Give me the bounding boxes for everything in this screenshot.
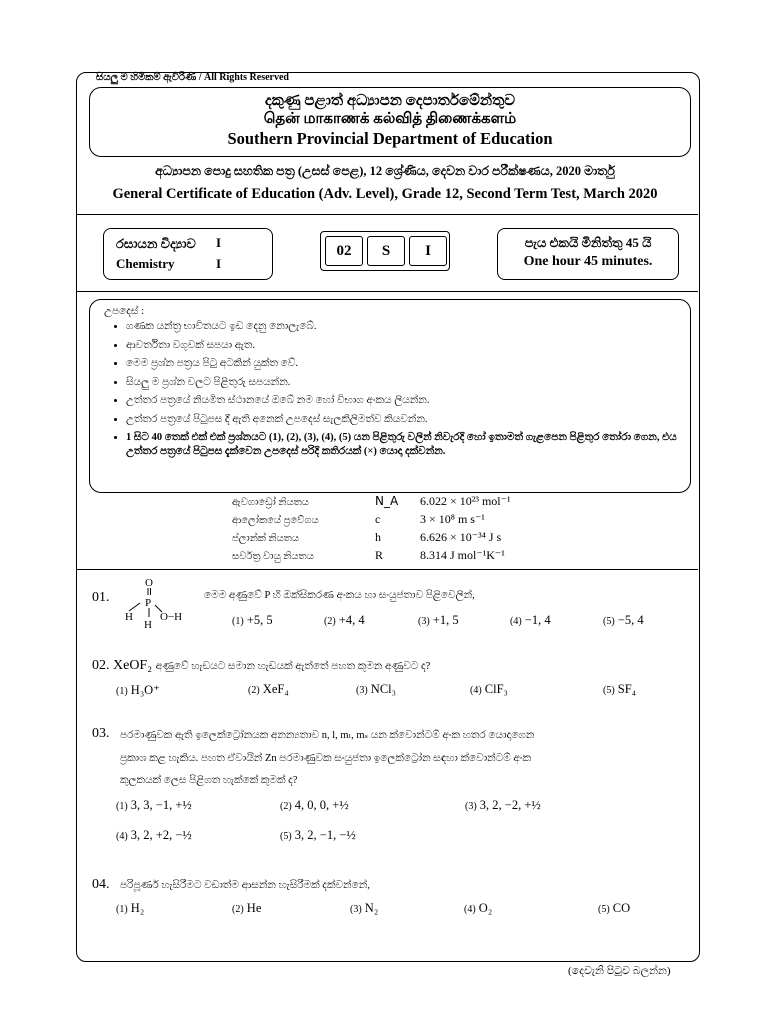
dept-name-en: Southern Provincial Department of Education	[227, 129, 553, 148]
molecule-structure	[122, 576, 194, 630]
option-label: (5)	[280, 831, 292, 842]
divider	[76, 214, 698, 215]
subject-box	[103, 228, 273, 280]
exam-title-en: General Certificate of Education (Adv. Level), Grade 12, Second Term Test, March 2020	[112, 186, 658, 202]
option	[280, 828, 356, 843]
constant-symbol: c	[375, 512, 381, 526]
option	[350, 901, 378, 916]
instruction-item: • ආවර්තිතා වගුවක් සපයා ඇත.	[126, 339, 690, 353]
instruction-item: • සියලු ම ප්‍රශ්න වලට පිළිතුරු සපයන්න.	[126, 376, 690, 390]
subject-part-en: I	[216, 256, 222, 271]
copyright-notice	[96, 72, 289, 83]
option-value: O₂	[478, 901, 493, 915]
option	[465, 798, 541, 813]
question-number: 03.	[92, 726, 110, 741]
option-value: 3, 2, −1, −½	[294, 828, 356, 842]
option-value: 3, 3, −1, +½	[130, 798, 192, 812]
option-label: (5)	[603, 685, 615, 696]
option	[324, 613, 365, 628]
instruction-item: • 1 සිට 40 තෙක් එක් එක් ප්‍රශ්නයට (1), (2), (3), (4), (5) යන පිළිතුරු වලින් නිවැරදි හෝ ඉතාමත් ගැළපෙන පිළිතුර තෝරා ගෙන, එය උත්තර පත්‍රයේ පිටුපස දැක්වෙන උපදෙස් පරිදි කතිරයක් (×) යොදා දක්වන්න.	[126, 431, 690, 459]
copyright-en: / All Rights Reserved	[198, 72, 289, 83]
code-box: S	[367, 236, 405, 266]
atom-h: H	[125, 611, 133, 623]
atom-o: O	[145, 577, 153, 589]
constant-value: 8.314 J mol⁻¹K⁻¹	[420, 548, 505, 562]
option-value: H₃O⁺	[130, 683, 160, 697]
option-value: N₂	[364, 901, 379, 915]
question-formula: XeOF₂	[113, 658, 153, 673]
option-value: −1, 4	[524, 613, 551, 627]
option	[116, 901, 144, 916]
option	[232, 901, 261, 916]
option	[598, 901, 630, 916]
instructions-box	[89, 299, 691, 493]
option-value: +5, 5	[246, 613, 273, 627]
constant-value: 6.626 × 10⁻³⁴ J s	[420, 530, 502, 544]
option	[280, 798, 349, 813]
option-value: 4, 0, 0, +½	[294, 798, 349, 812]
question-number: 04.	[92, 877, 110, 892]
subject-si: රසායන විද්‍යාව	[116, 236, 196, 251]
constant-symbol: h	[375, 530, 381, 544]
question-text: මෙම අණුවේ P හි ඔක්සිකරණ අංකය හා සංයුජතාව පිළිවෙලින්,	[204, 590, 475, 601]
option-label: (2)	[248, 685, 260, 696]
option	[418, 613, 459, 628]
option-label: (4)	[464, 904, 476, 915]
constant-name: ඇවගාඩ්‍රෝ නියතය	[232, 497, 309, 508]
hydroxyl: O−H	[160, 611, 183, 623]
option-label: (5)	[598, 904, 610, 915]
instruction-item: • උත්තර පත්‍රයේ නියමිත ස්ථානයේ ඔබේ නම හෝ විභාග අංකය ලියන්න.	[126, 394, 690, 408]
constant-row	[232, 548, 505, 563]
instructions-heading: උපදෙස් :	[104, 306, 145, 317]
constant-row	[232, 530, 501, 545]
exam-title-si: අධ්‍යාපන පොදු සහතික පත්‍ර (උසස් පෙළ), 12 ශ්‍රේණිය, දෙවන වාර පරීක්ෂණය, 2020 මාර්තු	[155, 164, 615, 178]
bond	[129, 603, 140, 611]
subject-en: Chemistry	[116, 256, 175, 271]
page-footer: (දෙවැනි පිටුව බලන්න)	[568, 965, 671, 977]
option-value: XeF₄	[262, 682, 289, 696]
constant-name: සර්වත්‍ර වායු නියතය	[232, 551, 314, 562]
option	[116, 682, 160, 698]
option-value: +1, 5	[432, 613, 459, 627]
department-header	[89, 87, 691, 157]
question-number: 01.	[92, 590, 110, 605]
option-label: (2)	[232, 904, 244, 915]
option	[464, 901, 492, 916]
constant-name: ආලෝකයේ ප්‍රවේගය	[232, 515, 319, 526]
instruction-item: • මෙම ප්‍රශ්න පත්‍රය පිටු අටකින් යුක්ත වේ.	[126, 357, 690, 371]
instructions-list	[90, 320, 690, 459]
option-value: +4, 4	[338, 613, 365, 627]
code-box: 02	[325, 236, 363, 266]
constant-value: 6.022 × 10²³ mol⁻¹	[420, 494, 511, 508]
duration-box	[497, 228, 679, 280]
option-label: (1)	[232, 616, 244, 627]
option-label: (4)	[510, 616, 522, 627]
constant-value: 3 × 10⁸ m s⁻¹	[420, 512, 485, 526]
copyright-si: සියලු ම හිමිකම් ඇවිරිණි	[96, 72, 197, 83]
question-number: 02.	[92, 658, 110, 673]
option-label: (3)	[350, 904, 362, 915]
subject-part-si: I	[216, 235, 222, 250]
option-label: (4)	[470, 685, 482, 696]
constant-name: ප්ලාන්ක් නියතය	[232, 533, 300, 544]
option-value: 3, 2, +2, −½	[130, 828, 192, 842]
divider	[76, 569, 698, 570]
question-text: පරිපූර්ණ හැසිරීමට වඩාත්ම ආසන්න හැසිරීමක් දක්වන්නේ,	[120, 880, 370, 891]
option	[248, 682, 289, 697]
option-value: SF₄	[617, 682, 637, 696]
duration-si: පැය එකයි මිනිත්තු 45 යි	[524, 235, 652, 250]
constant-row	[232, 494, 511, 509]
option	[603, 682, 636, 697]
option-label: (3)	[418, 616, 430, 627]
question-text: අණුවේ හැඩයට සමාන හැඩයක් ඇත්තේ පහත කුමන අණුවට ද?	[155, 661, 431, 672]
dept-name-ta: தென் மாகாணக் கல்வித் திணைக்களம்	[263, 111, 517, 127]
option-value: −5, 4	[617, 613, 644, 627]
option-value: NCl₃	[370, 682, 396, 696]
question-2	[92, 658, 430, 674]
question-text: කුලකයක් ලෙස පිළිගත හැක්කේ කුමක් ද?	[120, 775, 298, 786]
option-label: (4)	[116, 831, 128, 842]
constant-row	[232, 512, 485, 527]
question-text: ප්‍රකාශ කළ හැකිය. පහත ඒවායින් Zn පරමාණුවක සංයුජතා ඉලෙක්ට්‍රෝන සඳහා ක්වොන්ටම් අංක	[120, 753, 532, 764]
option	[356, 682, 396, 697]
option-label: (1)	[116, 801, 128, 812]
dept-name-si: දකුණු පළාත් අධ්‍යාපන දෙපාර්තමේන්තුව	[264, 93, 516, 109]
option-label: (1)	[116, 904, 128, 915]
option-label: (2)	[280, 801, 292, 812]
option-label: (3)	[465, 801, 477, 812]
option	[510, 613, 551, 628]
option	[470, 682, 508, 697]
option	[232, 613, 273, 628]
option-label: (5)	[603, 616, 615, 627]
option	[116, 828, 192, 843]
code-box: I	[409, 236, 447, 266]
instruction-item: • ගණක යන්ත්‍ර භාවිතයට ඉඩ දෙනු නොලැබේ.	[126, 320, 690, 334]
option-value: H₂	[130, 901, 145, 915]
divider	[76, 291, 698, 292]
atom-h: H	[144, 619, 152, 630]
constant-symbol: N_A	[375, 494, 399, 508]
option	[116, 798, 192, 813]
instruction-item: • උත්තර පත්‍රයේ පිටුපස දී ඇති අනෙක් උපදෙස් සැලකිලිමත්ව කියවන්න.	[126, 413, 690, 427]
duration-en: One hour 45 minutes.	[523, 254, 653, 269]
option-value: ClF₃	[484, 682, 508, 696]
option-value: CO	[612, 901, 631, 915]
option-label: (1)	[116, 686, 128, 697]
option-label: (2)	[324, 616, 336, 627]
option-value: He	[246, 901, 262, 915]
question-text: පරමාණුවක ඇති ඉලෙක්ට්‍රෝනයක අනන්‍යතාව n, l, mₗ, mₛ යන ක්වොන්ටම් අංක හතර යොදාගෙන	[120, 730, 535, 741]
option-label: (3)	[356, 685, 368, 696]
option-value: 3, 2, −2, +½	[479, 798, 541, 812]
option	[603, 613, 644, 628]
atom-p: P	[145, 597, 152, 609]
constant-symbol: R	[375, 548, 384, 562]
